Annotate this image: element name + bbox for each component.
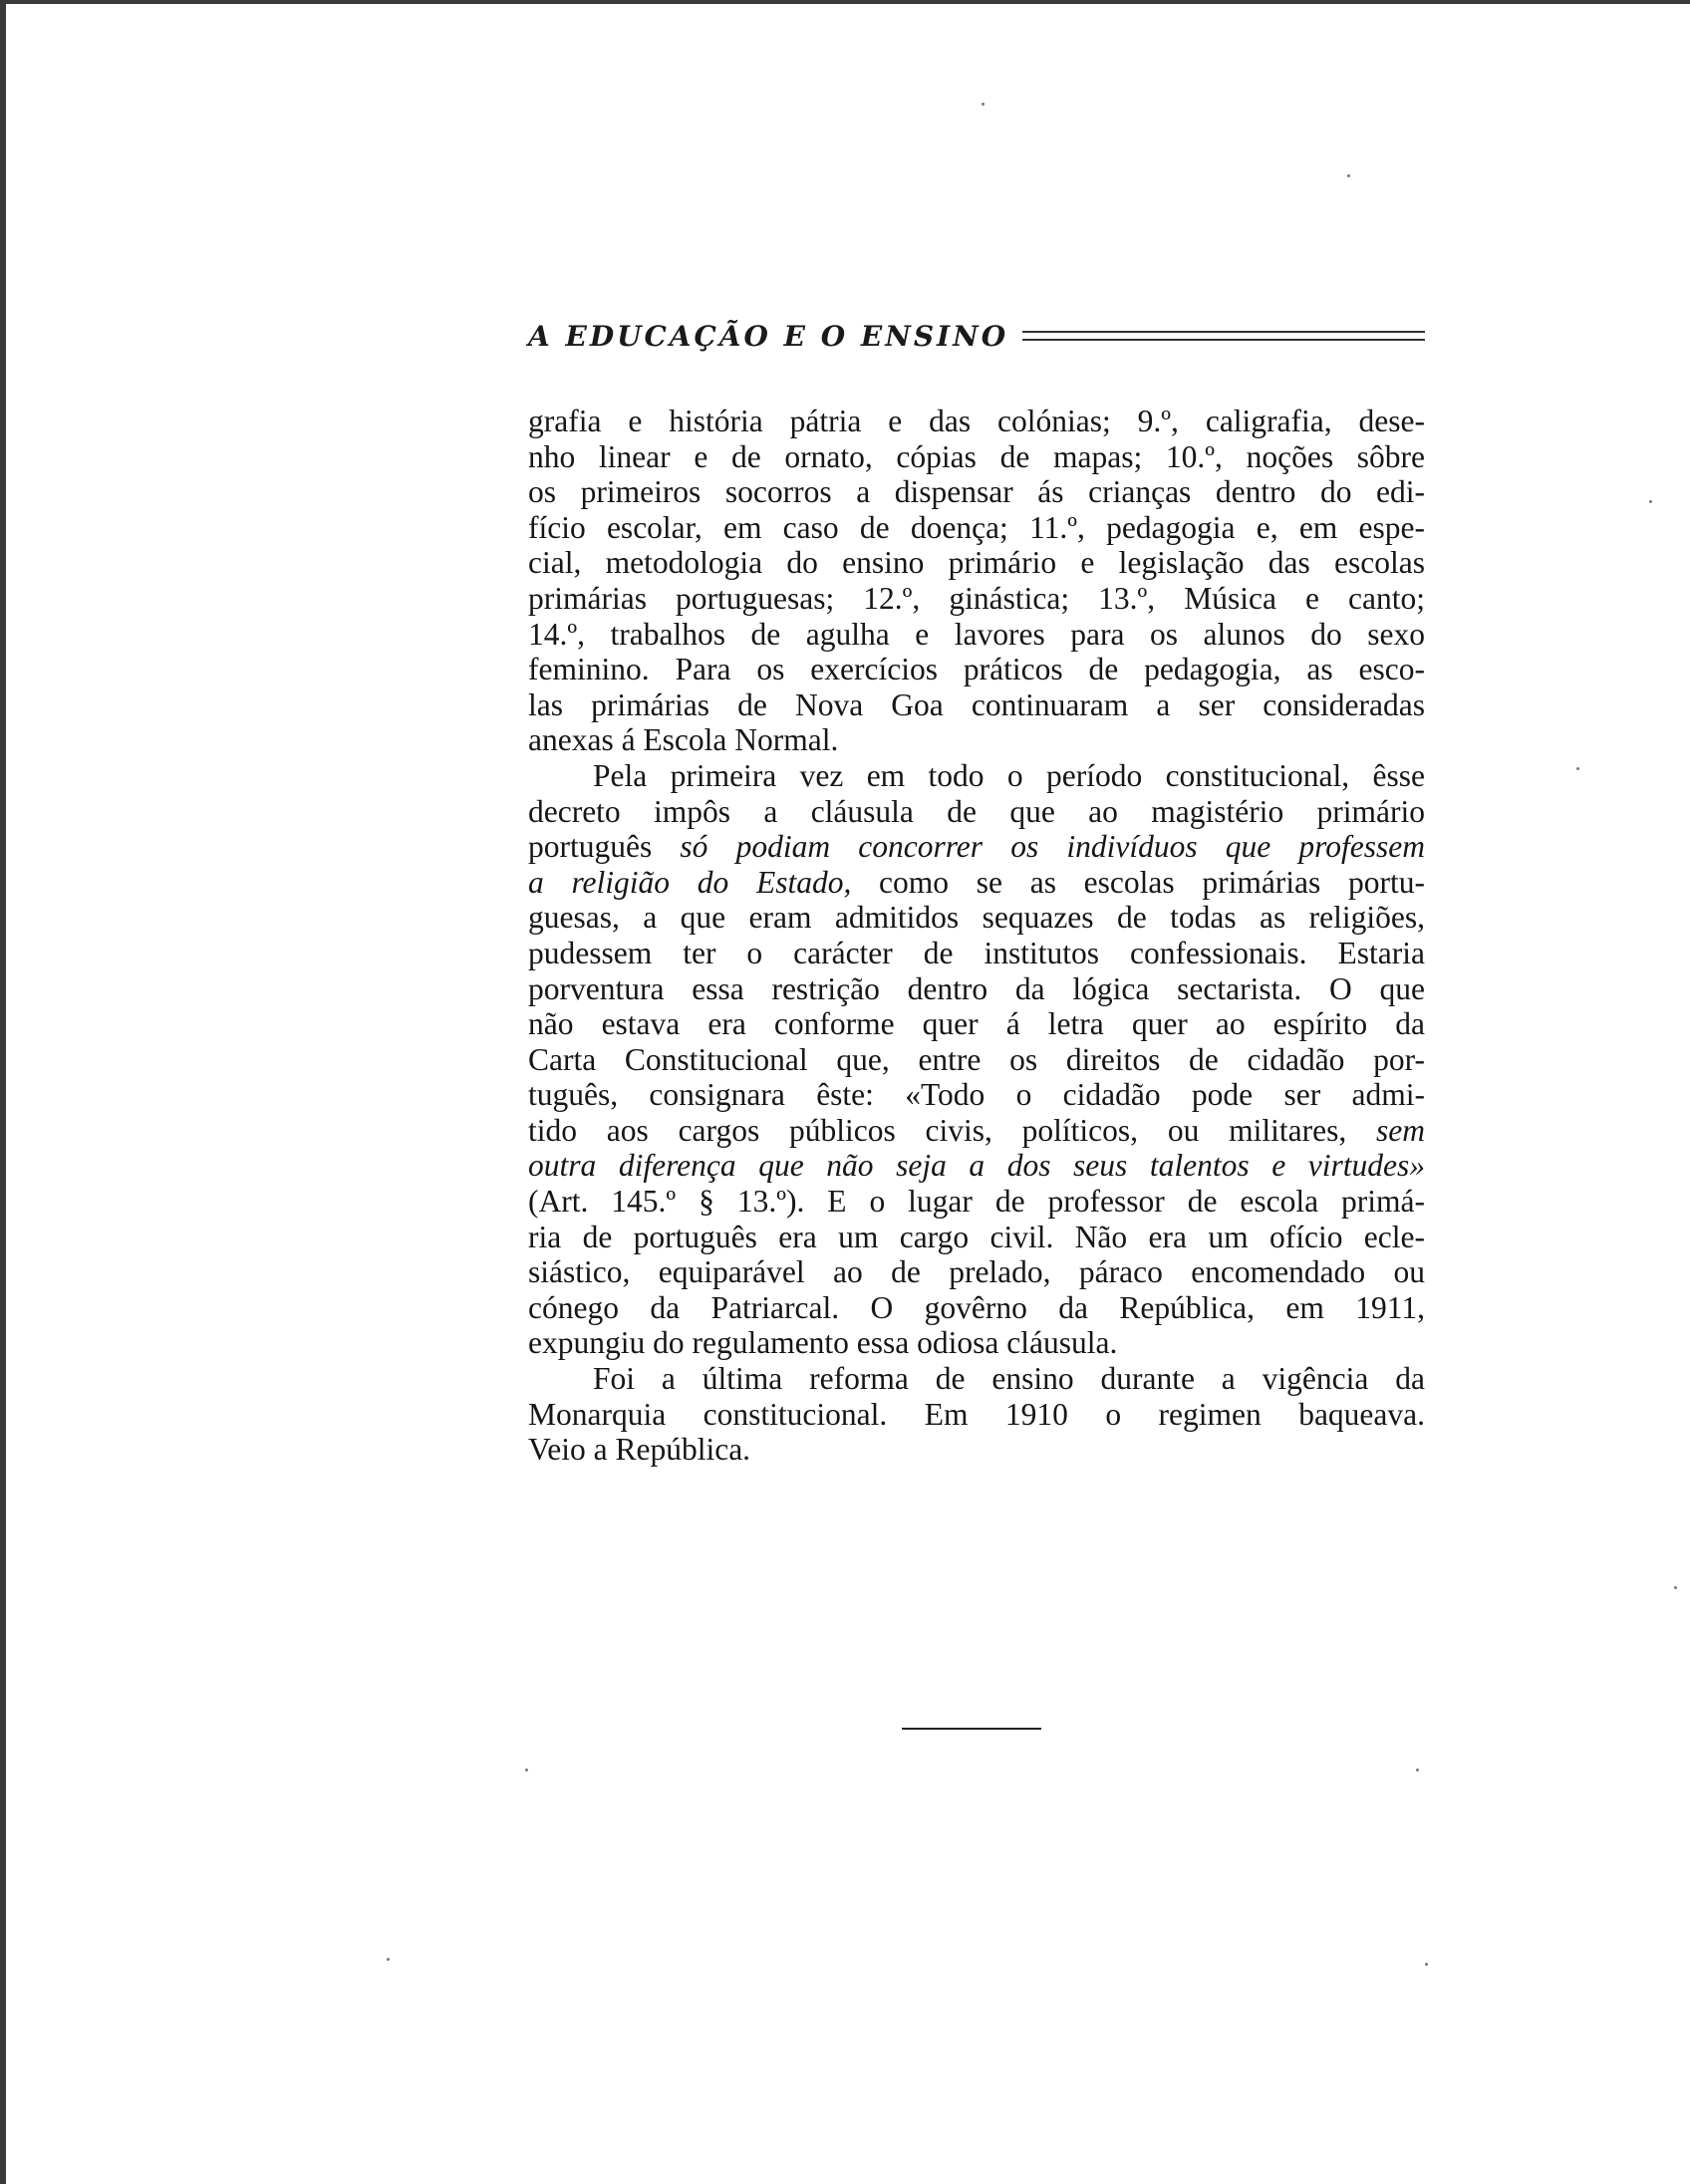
- scan-speck: [525, 1769, 528, 1772]
- text-line-mixed: [528, 865, 1425, 901]
- text-line: cónego da Patriarcal. O govêrno da República, em 1911,: [528, 1289, 1425, 1325]
- scan-edge-top: [0, 0, 1690, 4]
- scan-speck: [1347, 174, 1350, 177]
- scan-speck: [1674, 1586, 1677, 1589]
- text-line: siástico, equiparável ao de prelado, páraco encomendado ou: [528, 1254, 1425, 1290]
- text-run: português: [528, 829, 681, 865]
- running-title: A EDUCAÇÃO E O ENSINO: [528, 319, 1009, 353]
- text-run: como se as escolas primárias portu-: [851, 864, 1425, 900]
- scan-speck: [1576, 767, 1579, 770]
- text-line: nho linear e de ornato, cópias de mapas; 10.º, noções sôbre: [528, 438, 1425, 474]
- header-double-rule: [1022, 331, 1425, 341]
- paragraph-end-line: expungiu do regulamento essa odiosa cláusula.: [528, 1325, 1118, 1361]
- text-line: feminino. Para os exercícios práticos de pedagogia, as esco-: [528, 652, 1425, 687]
- text-line: os primeiros socorros a dispensar ás crianças dentro do edi-: [528, 474, 1425, 510]
- scan-speck: [1416, 1769, 1419, 1772]
- text-line: cial, metodologia do ensino primário e legislação das escolas: [528, 545, 1425, 581]
- paragraph-end-line: Veio a República.: [528, 1432, 751, 1468]
- italic-run: sem: [1376, 1112, 1425, 1148]
- text-line: 14.º, trabalhos de agulha e lavores para os alunos do sexo: [528, 616, 1425, 652]
- italic-run: só podiam concorrer os indivíduos que professem: [680, 829, 1425, 865]
- text-run: tido aos cargos públicos civis, políticos, ou militares,: [528, 1112, 1376, 1148]
- text-line: fício escolar, em caso de doença; 11.º, pedagogia e, em espe-: [528, 509, 1425, 545]
- text-line: porventura essa restrição dentro da lógica sectarista. O que: [528, 970, 1425, 1006]
- text-line-italic: [528, 1148, 1425, 1184]
- end-rule: [902, 1728, 1041, 1730]
- text-line: ria de português era um cargo civil. Não era um ofício ecle-: [528, 1219, 1425, 1254]
- text-line-mixed: [528, 829, 1425, 865]
- paragraph-start-line: Foi a última reforma de ensino durante a vigência da: [593, 1361, 1425, 1397]
- text-line: Monarquia constitucional. Em 1910 o regimen baqueava.: [528, 1396, 1425, 1432]
- italic-run: outra diferença que não seja a dos seus talentos e virtudes»: [528, 1148, 1425, 1184]
- text-line: não estava era conforme quer á letra quer ao espírito da: [528, 1006, 1425, 1042]
- text-line: decreto impôs a cláusula de que ao magistério primário: [528, 793, 1425, 829]
- text-line: pudessem ter o carácter de institutos confessionais. Estaria: [528, 935, 1425, 970]
- text-line: tuguês, consignara êste: «Todo o cidadão pode ser admi-: [528, 1077, 1425, 1113]
- body-text: [528, 404, 1425, 1468]
- text-line-mixed: [528, 1113, 1425, 1149]
- text-line: grafia e história pátria e das colónias; 9.º, caligrafia, dese-: [528, 404, 1425, 438]
- scan-edge-left: [0, 0, 6, 2184]
- paragraph-end-line: anexas á Escola Normal.: [528, 722, 839, 758]
- page-header: [528, 311, 1425, 361]
- text-line: Carta Constitucional que, entre os direitos de cidadão por-: [528, 1041, 1425, 1077]
- scan-speck: [1649, 500, 1652, 503]
- italic-run: a religião do Estado,: [528, 864, 852, 900]
- scan-speck: [1425, 1963, 1428, 1966]
- text-line: primárias portuguesas; 12.º, ginástica; 13.º, Música e canto;: [528, 580, 1425, 616]
- scan-speck: [387, 1958, 390, 1961]
- paragraph-start-line: Pela primeira vez em todo o período constitucional, êsse: [593, 757, 1425, 793]
- scan-speck: [982, 103, 985, 106]
- text-line: guesas, a que eram admitidos sequazes de todas as religiões,: [528, 900, 1425, 936]
- text-line: (Art. 145.º § 13.º). E o lugar de professor de escola primá-: [528, 1184, 1425, 1220]
- text-line: las primárias de Nova Goa continuaram a ser consideradas: [528, 686, 1425, 722]
